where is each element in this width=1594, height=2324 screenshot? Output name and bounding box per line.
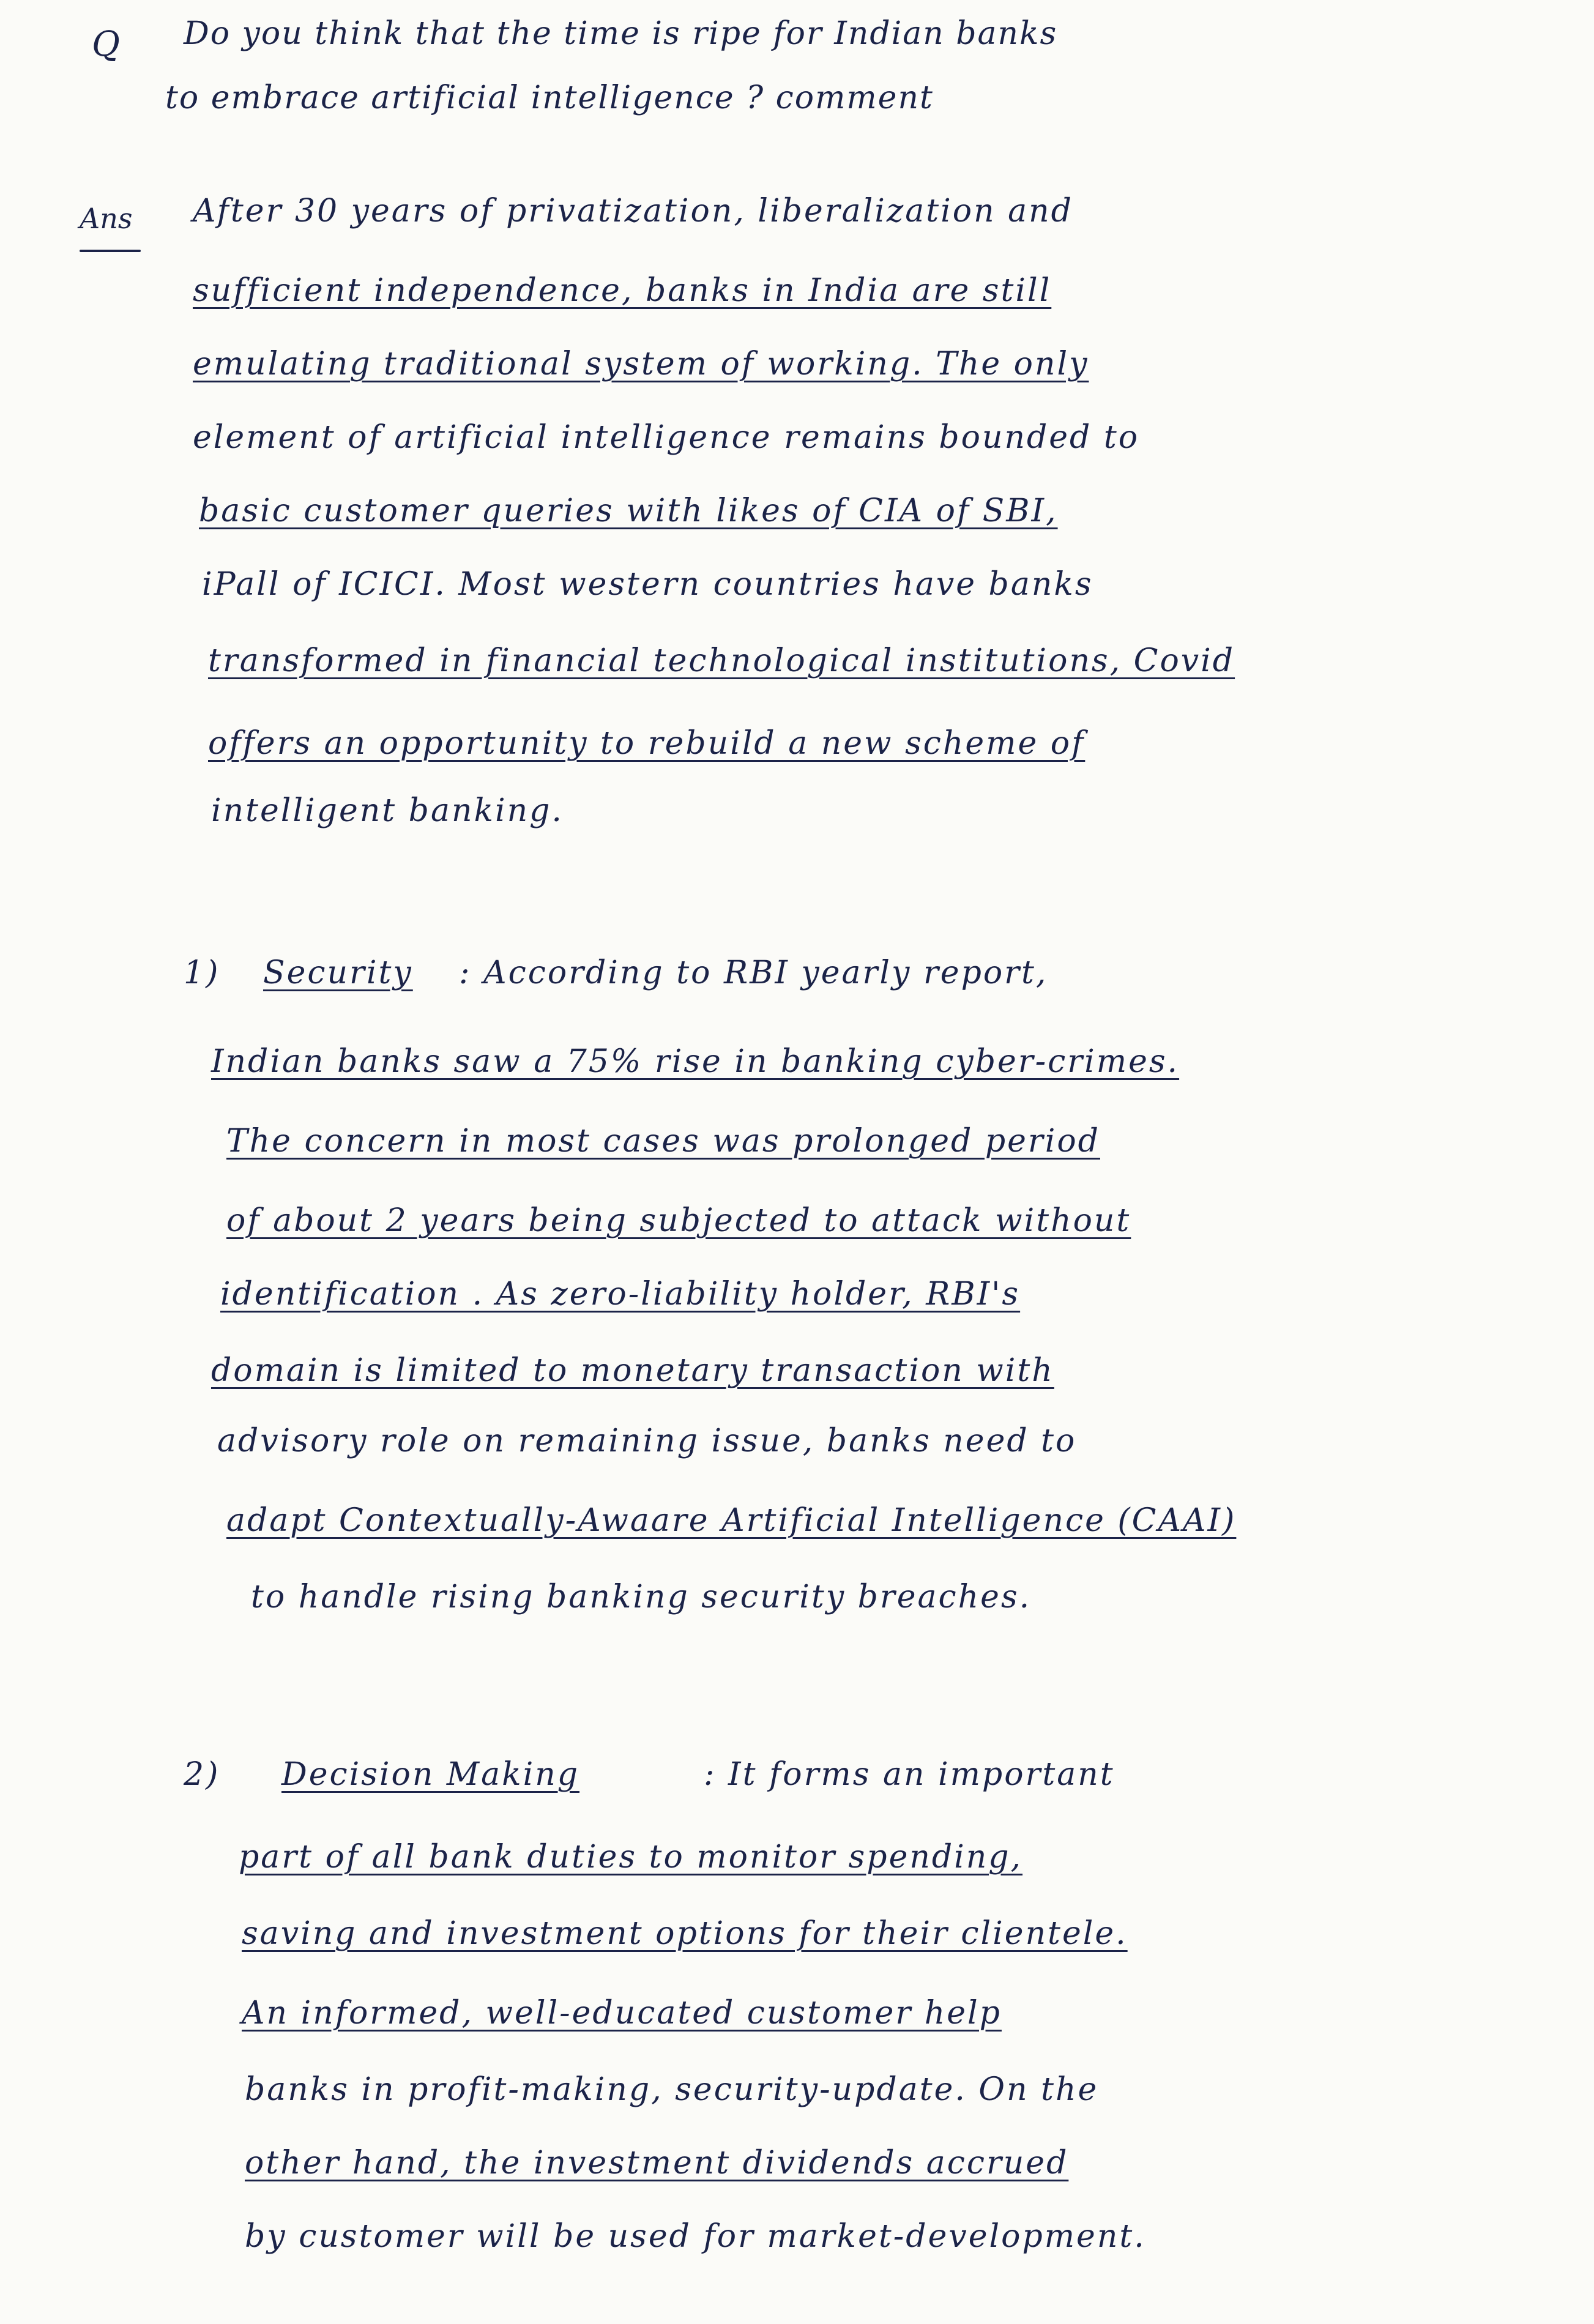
point-1-line-2: Indian banks saw a 75% rise in banking cyber-crimes. — [211, 1043, 1180, 1080]
intro-line-1: After 30 years of privatization, liberalization and — [193, 193, 1073, 229]
question-marker: Q — [92, 24, 120, 64]
point-1-heading: Security — [263, 955, 413, 991]
intro-line-3: emulating traditional system of working. The only — [193, 346, 1089, 382]
intro-line-5: basic customer queries with likes of CIA of SBI, — [199, 493, 1058, 529]
point-2-line-3: saving and investment options for their clientele. — [242, 1915, 1128, 1952]
point-1-number: 1) — [184, 955, 220, 991]
answer-label-underline — [80, 250, 141, 252]
intro-line-4: element of artificial intelligence remains bounded to — [193, 419, 1140, 456]
answer-label: Ans — [80, 202, 133, 235]
intro-line-8: offers an opportunity to rebuild a new scheme of — [208, 725, 1086, 762]
point-2-line-1: : It forms an important — [704, 1756, 1115, 1793]
point-2-line-6: other hand, the investment dividends accrued — [245, 2145, 1069, 2181]
point-1-line-3: The concern in most cases was prolonged period — [226, 1123, 1100, 1160]
point-1-line-7: advisory role on remaining issue, banks need to — [217, 1423, 1077, 1459]
point-2-line-4: An informed, well-educated customer help — [242, 1995, 1002, 2032]
point-1-line-5: identification . As zero-liability holder, RBI's — [220, 1276, 1021, 1313]
point-2-line-7: by customer will be used for market-development. — [245, 2218, 1146, 2255]
point-2-heading: Decision Making — [281, 1756, 580, 1793]
point-1-line-9: to handle rising banking security breaches. — [251, 1579, 1032, 1615]
point-2-line-2: part of all bank duties to monitor spending, — [239, 1839, 1023, 1875]
point-1-line-6: domain is limited to monetary transaction with — [211, 1352, 1054, 1389]
point-1-line-4: of about 2 years being subjected to attack without — [226, 1202, 1131, 1239]
point-2-number: 2) — [184, 1756, 220, 1793]
question-line-2: to embrace artificial intelligence ? comment — [165, 80, 934, 116]
intro-line-2: sufficient independence, banks in India are still — [193, 272, 1052, 309]
question-line-1: Do you think that the time is ripe for Indian banks — [184, 15, 1058, 52]
intro-line-9: intelligent banking. — [211, 792, 564, 829]
point-1-line-1: : According to RBI yearly report, — [459, 955, 1048, 991]
point-1-line-8: adapt Contextually-Awaare Artificial Intelligence (CAAI) — [226, 1502, 1237, 1539]
intro-line-6: iPall of ICICI. Most western countries have banks — [202, 566, 1093, 603]
point-2-line-5: banks in profit-making, security-update. On the — [245, 2071, 1099, 2108]
intro-line-7: transformed in financial technological institutions, Covid — [208, 642, 1235, 679]
